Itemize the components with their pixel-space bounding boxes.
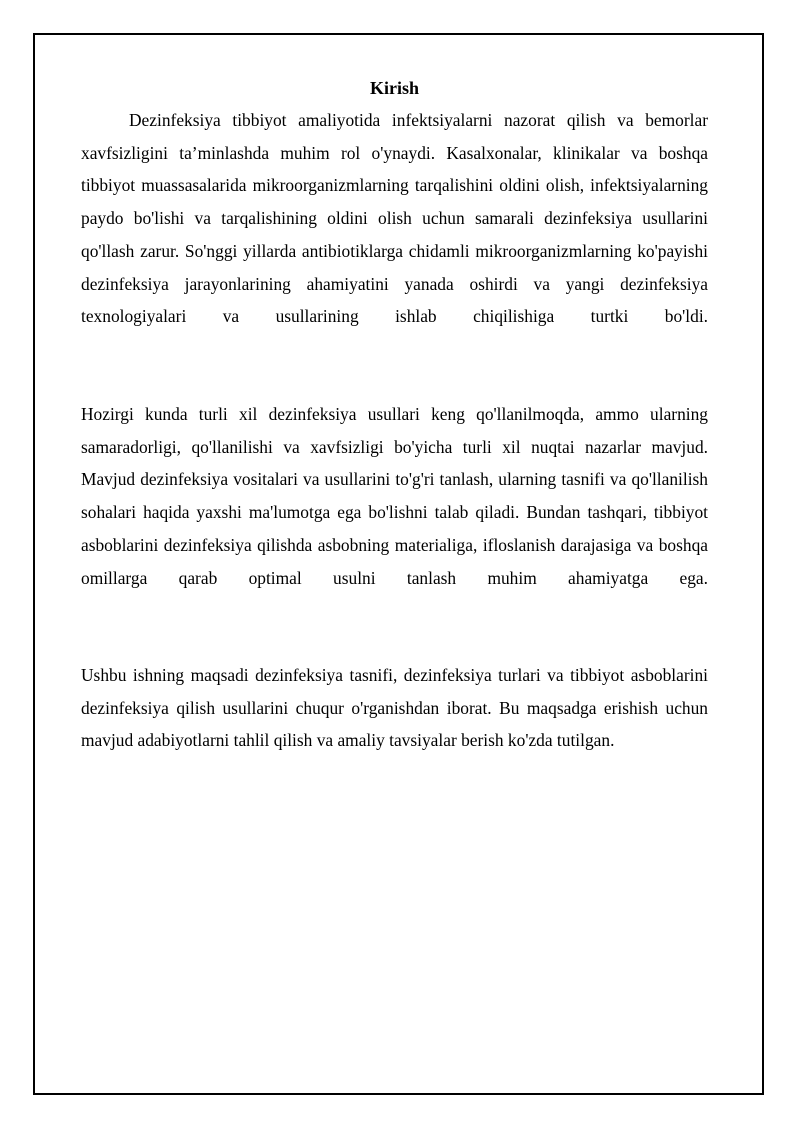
paragraph-1: Dezinfeksiya tibbiyot amaliyotida infektsiyalarni nazorat qilish va bemorlar xavfsizligini ta’minlashda muhim rol o'ynaydi. Kasalxonalar, klinikalar va boshqa tibbiyot muassasalarida mikroorganizmlarning tarqalishini oldini olish, infektsiyalarning paydo bo'lishi va tarqalishining oldini olish uchun samarali dezinfeksiya usullarini qo'llash zarur. So'nggi yillarda antibiotiklarga chidamli mikroorganizmlarning ko'payishi dezinfeksiya jarayonlarining ahamiyatini yanada oshirdi va yangi dezinfeksiya texnologiyalari va usullarining ishlab chiqilishiga turtki bo'ldi. [81, 110, 708, 327]
paragraph-2: Hozirgi kunda turli xil dezinfeksiya usullari keng qo'llanilmoqda, ammo ularning samaradorligi, qo'llanilishi va xavfsizligi bo'yicha turli xil nuqtai nazarlar mavjud. Mavjud dezinfeksiya vositalari va usullarini to'g'ri tanlash, ularning tasnifi va qo'llanilish sohalari haqida yaxshi ma'lumotga ega bo'lishni talab qiladi. Bundan tashqari, tibbiyot asboblarini dezinfeksiya qilishda asbobning materialiga, ifloslanish darajasiga va boshqa omillarga qarab optimal usulni tanlash muhim ahamiyatga ega. [81, 404, 708, 588]
paragraph-3: Ushbu ishning maqsadi dezinfeksiya tasnifi, dezinfeksiya turlari va tibbiyot asboblarini dezinfeksiya qilish usullarini chuqur o'rganishdan iborat. Bu maqsadga erishish uchun mavjud adabiyotlarni tahlil qilish va amaliy tavsiyalar berish ko'zda tutilgan. [81, 665, 708, 751]
section-heading: Kirish [369, 78, 419, 98]
